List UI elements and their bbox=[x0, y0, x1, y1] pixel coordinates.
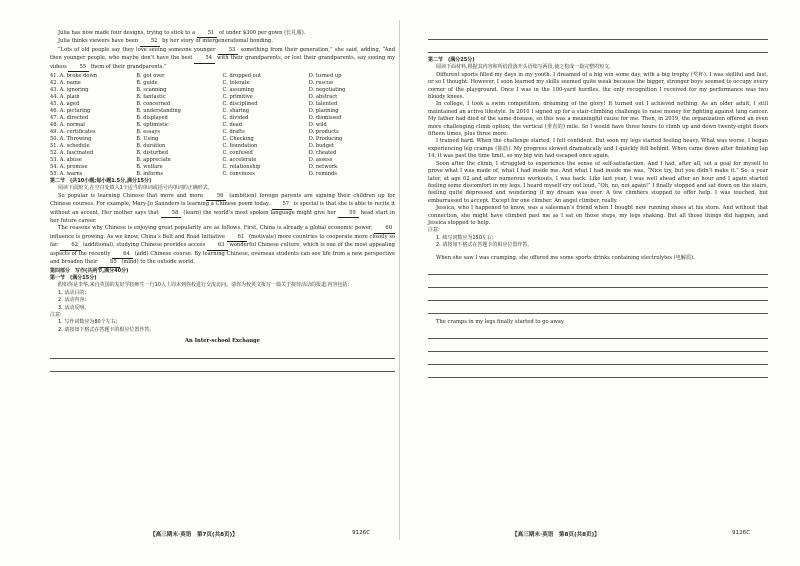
option-cell: B. concerned bbox=[136, 101, 171, 108]
option-row bbox=[50, 171, 395, 178]
option-row bbox=[50, 87, 395, 94]
option-cell: C. sharing bbox=[222, 108, 249, 115]
option-row bbox=[50, 143, 395, 150]
option-cell: B. appreciate bbox=[136, 157, 171, 164]
option-cell: 44. A. plain bbox=[50, 94, 80, 101]
option-cell: D. dismissed bbox=[308, 115, 342, 122]
part-4-title: 第四部分 写作(共两节,满分40分) bbox=[50, 267, 129, 274]
option-cell: D. cheated bbox=[308, 150, 337, 157]
cloze-paragraph-2: Julia thinks viewers have been 52 by her story of intergenerational bonding. bbox=[50, 38, 395, 46]
option-cell: 48. A. normal bbox=[50, 122, 85, 129]
option-cell: D. network bbox=[308, 164, 338, 171]
blank-64: 64 bbox=[112, 251, 133, 259]
option-cell: D. abstract bbox=[308, 94, 338, 101]
option-row bbox=[50, 129, 395, 136]
option-cell: 54. A. promise bbox=[50, 164, 88, 171]
option-cell: D. Producing bbox=[308, 136, 343, 143]
writing-item-1: 1. 活动目的; bbox=[58, 289, 87, 296]
option-cell: 43. A. ignoring bbox=[50, 87, 89, 94]
option-cell: B. disturbed bbox=[136, 150, 169, 157]
option-cell: D. assess bbox=[308, 157, 333, 164]
blank-59: 59 bbox=[338, 210, 359, 218]
essay-title: An Inter-school Exchange bbox=[185, 338, 260, 345]
answer-line bbox=[428, 304, 768, 314]
continuation-section-title: 第二节 (满分25分) bbox=[428, 57, 475, 63]
option-cell: B. informs bbox=[136, 171, 163, 178]
page-8-footer: 【高三期末·英语 第8页(共8页)】 bbox=[512, 532, 600, 538]
grammar-paragraph-2: The reasons why Chinese is enjoying great popularity are as follows. First, China is already a global economic power, 60 influence is growing. As we know, China’s Belt and Road Initiative 61 (motivate) more countries to cooperate more closely so far. 62 (additional), studying Chinese provides access 63 wonderful Chinese culture, which is one of the most appealing aspects of the recently 64 (add) Chinese course. By learning Chinese, overseas students can see life from a new perspective and broaden their 65 (mind) to the outside world. bbox=[50, 225, 395, 267]
option-cell: C. Checking bbox=[222, 136, 254, 143]
option-cell: 51. A. schedule bbox=[50, 143, 90, 150]
option-cell: D. planning bbox=[308, 108, 339, 115]
page-7-footer: 【高三期末·英语 第7页(共8页)】 bbox=[150, 532, 238, 538]
option-cell: D. turned up bbox=[308, 73, 342, 80]
option-cell: D. rescue bbox=[308, 80, 334, 87]
option-cell: 55. A. warns bbox=[50, 171, 83, 178]
option-cell: B. Using bbox=[136, 136, 159, 143]
blank-55: 55 bbox=[68, 64, 89, 72]
option-cell: C. relationship bbox=[222, 164, 261, 171]
note-item-1: 1. 写作词数应为80个左右; bbox=[58, 319, 118, 326]
page-8-code: 9126C bbox=[732, 530, 751, 536]
story-paragraph-3: I trained hard. When the challenge started, I felt confident. But soon my legs started feeling heavy. What was worse, I began experiencing leg cramps (抽筋). My progress slowed dramatically and I quickly fell behind. When came down after finishing lap 14, it was past the time limit, so my big win had escaped once again. bbox=[428, 138, 768, 160]
option-row bbox=[50, 136, 395, 143]
story-paragraph-4: Soon after the climb, I struggled to experience the sense of self-satisfaction. And I had, after all, set a goal for myself to prove what I was made of, what I had inside me. And what I had inside me was, “Nice try, but you didn’t make it.” So, a year later, at age 62 and after numerous workouts, I was back. Like last year, I was well ahead after an hour and I again started feeling some discomfort in my legs. I heard myself cry out loud, “Oh, no, not again!” I finally stopped and sat down on the stairs, feeling quite depressed and wondering if my dream was over. A few climbers stopped to offer help. I was touched, but embarrassed to accept. Except for one climber. An angel climber, really. bbox=[428, 160, 768, 204]
option-cell: D. wild bbox=[308, 122, 327, 129]
blank-60: 60 bbox=[374, 225, 395, 233]
option-cell: 42. A. name bbox=[50, 80, 81, 87]
writing-item-3: 3. 活动反响。 bbox=[58, 304, 90, 311]
option-cell: C. dropped out bbox=[222, 73, 262, 80]
option-cell: D. talented bbox=[308, 101, 338, 108]
continuation-start-2: The cramps in my legs finally started to go away. bbox=[436, 318, 565, 325]
option-cell: D. products bbox=[308, 129, 339, 136]
option-cell: C. divided bbox=[222, 115, 249, 122]
blank-54: 54 bbox=[194, 55, 215, 63]
answer-line bbox=[428, 329, 768, 339]
option-cell: B. displayed bbox=[136, 115, 168, 122]
option-row bbox=[50, 73, 395, 80]
blank-61: 61 bbox=[227, 234, 248, 242]
answer-line bbox=[428, 342, 768, 352]
option-cell: C. confused bbox=[222, 150, 253, 157]
answer-line bbox=[428, 355, 768, 365]
option-row bbox=[50, 157, 395, 164]
blank-58: 58 bbox=[161, 210, 182, 218]
writing-item-2: 2. 活动内容; bbox=[58, 297, 87, 304]
page-8 bbox=[400, 0, 800, 566]
option-cell: D. reminds bbox=[308, 171, 337, 178]
answer-line bbox=[428, 368, 768, 378]
option-cell: C. accelerate bbox=[222, 157, 257, 164]
note-label: 注意: bbox=[428, 227, 440, 234]
option-cell: C. primitive bbox=[222, 94, 253, 101]
option-cell: B. fantastic bbox=[136, 94, 166, 101]
option-cell: 49. A. certificates bbox=[50, 129, 96, 136]
note-item-2: 2. 请按如下格式在答题卡的相应位置作答。 bbox=[58, 326, 155, 333]
option-cell: 45. A. aged bbox=[50, 101, 80, 108]
section-2-title: 第二节 (共10小题;每小题1.5分,满分15分) bbox=[50, 178, 152, 185]
option-row bbox=[50, 122, 395, 129]
option-cell: B. essays bbox=[136, 129, 161, 136]
answer-line bbox=[428, 43, 768, 53]
option-cell: 52. A. fascinated bbox=[50, 150, 94, 157]
option-row bbox=[50, 108, 395, 115]
option-cell: D. negotiating bbox=[308, 87, 346, 94]
note-label: 注意: bbox=[50, 311, 62, 318]
story-paragraph-2: In college, I took a swim competition, dreaming of the glory! It turned out I achieved nothing. As an older adult, I still maintained an active lifestyle. In 2010 I signed up for a stair-climbing challenge to raise money for fighting against lung cancer. My father had died of the same disease, so this was a meaningful cause for me. Then, in 2019, the organization offered an even more challenging climb option; the vertical (垂直的) mile. So I would have three hours to climb up and down twenty-eight floors fifteen times, plus three more. bbox=[428, 101, 768, 138]
option-cell: B. got over bbox=[136, 73, 165, 80]
option-cell: C. disciplined bbox=[222, 101, 258, 108]
continuation-instructions: 阅读下面材料,根据其内容和所给段落开头语续写两段,使之构成一篇完整的短文。 bbox=[436, 64, 615, 71]
option-cell: B. duration bbox=[136, 143, 166, 150]
option-row bbox=[50, 150, 395, 157]
blank-57: 57 bbox=[272, 201, 293, 209]
page-7-content bbox=[50, 30, 395, 372]
story-paragraph-1: Different sports filled my days in my youth. I dreamed of a big win some day, with a big trophy (奖杯). I was skillful and fast, or so I thought. However, I soon learned my skills seemed quite weak because the bigger, stronger boys seemed to occupy every corner of the playground. Once I was in the 100-yard hurdles, the only recognition I received for my performance was two bloody knees. bbox=[428, 71, 768, 101]
writing-section-1-title: 第一节 (满分15分) bbox=[50, 274, 97, 281]
option-row bbox=[50, 80, 395, 87]
blank-52: 52 bbox=[140, 38, 161, 46]
option-cell: 50. A. Throwing bbox=[50, 136, 92, 143]
option-cell: C. tolerate bbox=[222, 80, 250, 87]
blank-63: 63 bbox=[207, 242, 228, 250]
option-cell: C. foundation bbox=[222, 143, 258, 150]
option-row bbox=[50, 101, 395, 108]
option-cell: C. drafts bbox=[222, 129, 245, 136]
option-cell: C. assuming bbox=[222, 87, 254, 94]
note-item-1: 1. 续写词数应为150左右; bbox=[436, 234, 494, 241]
option-row bbox=[50, 115, 395, 122]
grammar-paragraph-1: So popular is learning Chinese that more and more 56 (ambition) foreign parents are signing their children up for Chinese courses. For example, Mary-Jo Saunders is learning a Chinese poem today. 57 is special is that she is able to recite it without an accent. Her mother says that 58 (learn) the world’s most spoken language might give her 59 head start in her future career. bbox=[50, 192, 395, 225]
answer-line bbox=[428, 291, 768, 301]
option-row bbox=[50, 94, 395, 101]
answer-line bbox=[428, 265, 768, 275]
cloze-paragraph-3: “Lots of old people say they love seeing someone younger 53 something from their generation,” she said, adding, “And then younger people, who maybe don’t have the best 54 with their grandparents, or lost their grandparents, say seeing my videos 55 them of their grandparents.” bbox=[50, 47, 395, 72]
option-cell: 47. A. directed bbox=[50, 115, 89, 122]
option-cell: B. welfare bbox=[136, 164, 163, 171]
section-2-instructions: 阅读下面短文,在空白处填入1个适当的单词或括号内单词的正确形式。 bbox=[58, 185, 213, 192]
option-cell: B. optimistic bbox=[136, 122, 169, 129]
story-paragraph-5: Jessica, who I happened to know, was a salesman’s friend when I bought new running shoes at his store. And without that connection, she might have climbed past me as I sat on those steps, my legs shaking. But all those things did happen, and Jessica stopped to help. bbox=[428, 205, 768, 226]
answer-line bbox=[50, 362, 395, 372]
option-cell: B. understanding bbox=[136, 108, 181, 115]
blank-65: 65 bbox=[99, 259, 120, 267]
option-cell: C. dead bbox=[222, 122, 243, 129]
answer-line bbox=[50, 349, 395, 359]
option-cell: 46. A. picturing bbox=[50, 108, 91, 115]
answer-line bbox=[428, 278, 768, 288]
blank-56: 56 bbox=[206, 193, 227, 201]
option-row bbox=[50, 164, 395, 171]
writing-prompt: 假如你是李华,来自英国的友好学校师生一行10人上周末到你校进行交流访问。请你为校英文报写一篇关于接待活动的报道,内容包括: bbox=[58, 282, 350, 289]
blank-62: 62 bbox=[60, 242, 81, 250]
cloze-paragraph-1: Julia has now made four designs, trying to stick to a 51 of under $300 per gown (长礼服). bbox=[50, 30, 395, 38]
page-7-code: 9126C bbox=[352, 530, 371, 536]
option-cell: C. convinces bbox=[222, 171, 255, 178]
continuation-start-1: When she saw I was cramping, she offered me some sports drinks containing electrolytes (电解质). bbox=[436, 254, 695, 261]
blank-51: 51 bbox=[197, 30, 218, 38]
option-cell: B. guide bbox=[136, 80, 158, 87]
option-cell: D. budget bbox=[308, 143, 335, 150]
option-cell: B. scanning bbox=[136, 87, 167, 94]
answer-line bbox=[428, 30, 768, 40]
note-item-2: 2. 请按如下格式在答题卡的相应位置作答。 bbox=[436, 242, 533, 249]
cloze-options-table bbox=[50, 73, 395, 178]
blank-53: 53 bbox=[218, 47, 239, 55]
option-cell: 53. A. abuse bbox=[50, 157, 82, 164]
page-8-content bbox=[428, 30, 768, 378]
option-cell: 41. A. broke down bbox=[50, 73, 98, 80]
